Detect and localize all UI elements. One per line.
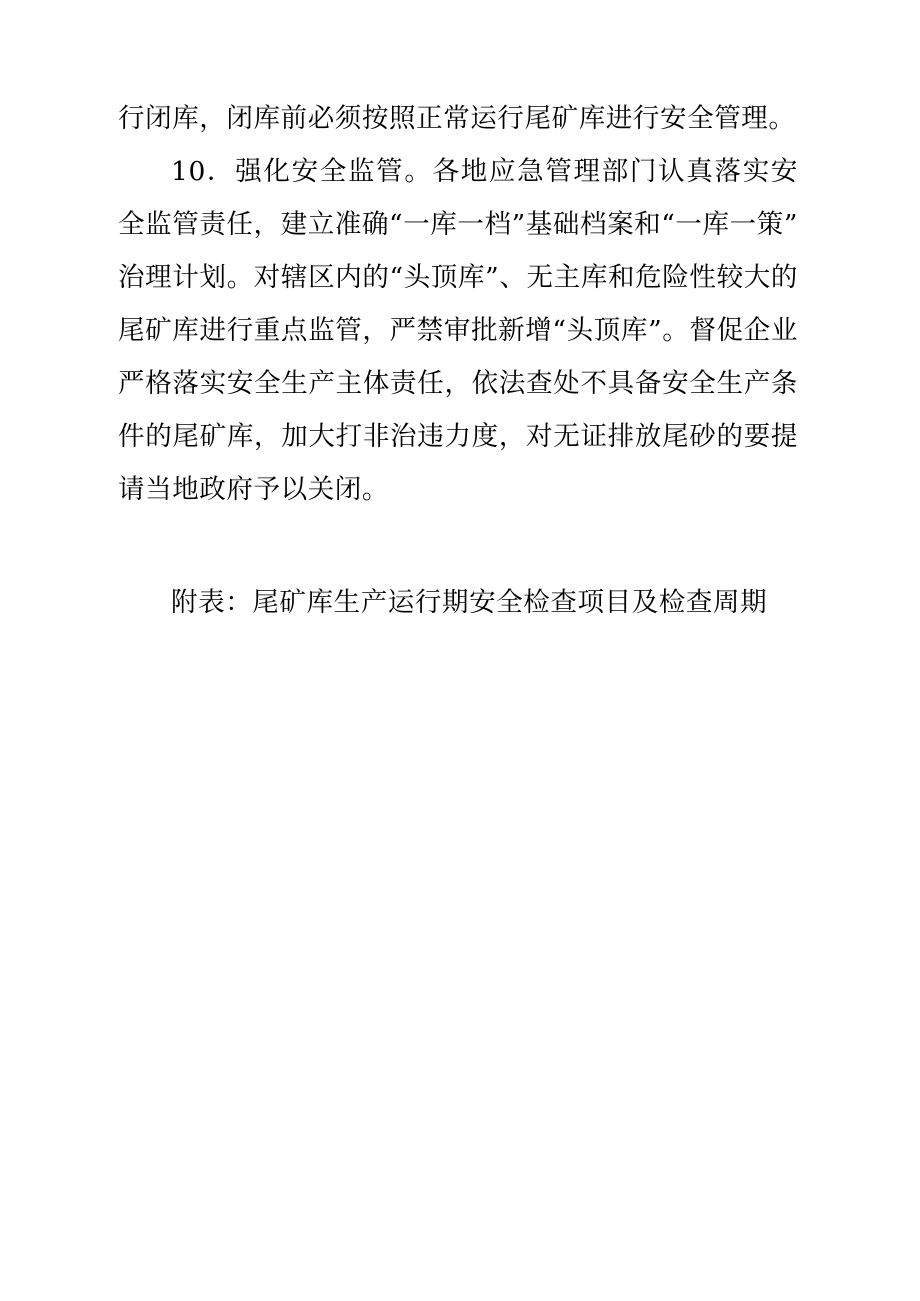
paragraph-spacer (118, 516, 798, 576)
attachment-line: 附表：尾矿库生产运行期安全检查项目及检查周期 (171, 587, 768, 618)
continuation-paragraph: 行闭库，闭库前必须按照正常运行尾矿库进行安全管理。 (118, 103, 796, 134)
item-10-paragraph: 10．强化安全监管。各地应急管理部门认真落实安全监管责任，建立准确“一库一档”基础档案和“一库一策”治理计划。对辖区内的“头顶库”、无主库和危险性较大的尾矿库进行重点监管，严禁审批新增“头顶库”。督促企业严格落实安全生产主体责任，依法查处不具备安全生产条件的尾矿库，加大打非治违力度，对无证排放尾砂的要提请当地政府予以关闭。 (118, 156, 798, 505)
document-body (118, 92, 798, 629)
